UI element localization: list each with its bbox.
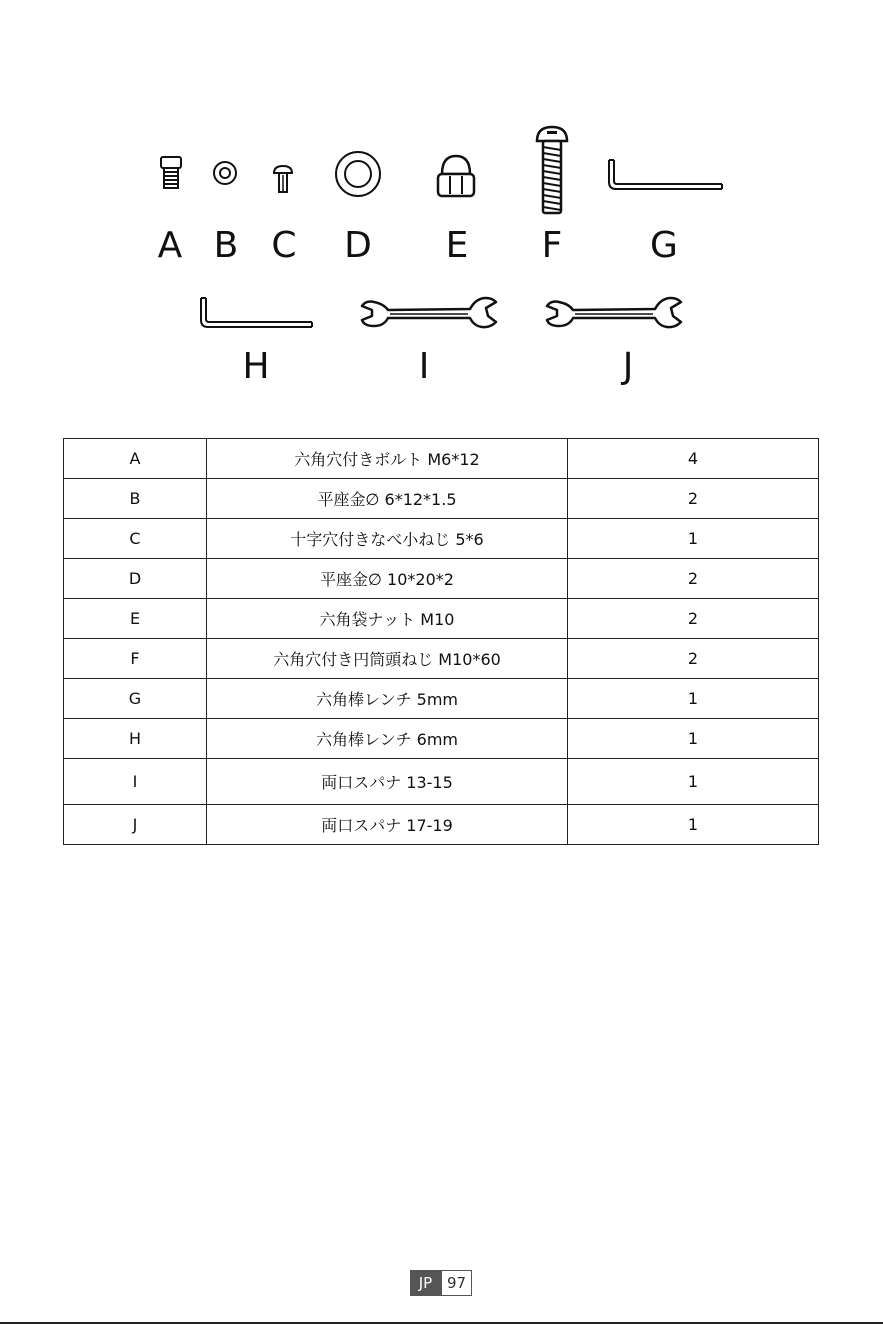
parts-table-body (64, 439, 819, 845)
part-letter: G (650, 225, 678, 266)
part-name-cell: 六角棒レンチ 6mm (207, 719, 568, 759)
part-name-cell: 両口スパナ 13-15 (207, 759, 568, 805)
part-letter: A (157, 225, 183, 266)
part-qty-cell: 1 (568, 805, 819, 845)
part-qty-cell: 2 (568, 599, 819, 639)
part-id-cell: E (64, 599, 207, 639)
part-name-cell: 十字穴付きなべ小ねじ 5*6 (207, 519, 568, 559)
part-letter: H (242, 346, 270, 387)
table-row (64, 679, 819, 719)
table-row (64, 759, 819, 805)
part-name-cell: 平座金∅ 10*20*2 (207, 559, 568, 599)
part-name-cell: 六角穴付き円筒頭ねじ M10*60 (207, 639, 568, 679)
part-id-cell: H (64, 719, 207, 759)
part-name-cell: 両口スパナ 17-19 (207, 805, 568, 845)
hex-key-icon (198, 296, 314, 330)
wrench-icon (545, 296, 683, 332)
part-id-cell: A (64, 439, 207, 479)
part-letter: B (213, 225, 239, 266)
small-washer-icon (212, 160, 238, 186)
parts-table (63, 438, 819, 845)
part-qty-cell: 2 (568, 479, 819, 519)
table-row (64, 805, 819, 845)
part-qty-cell: 1 (568, 759, 819, 805)
part-id-cell: I (64, 759, 207, 805)
part-id-cell: C (64, 519, 207, 559)
part-letter: D (344, 225, 372, 266)
hex-key-icon (606, 158, 724, 192)
part-id-cell: F (64, 639, 207, 679)
pan-head-screw-icon (272, 164, 294, 194)
table-row (64, 519, 819, 559)
part-name-cell: 六角袋ナット M10 (207, 599, 568, 639)
page-footer (410, 1270, 472, 1296)
acorn-nut-icon (436, 154, 476, 198)
language-badge: JP (410, 1270, 441, 1296)
large-washer-icon (334, 150, 382, 198)
part-id-cell: B (64, 479, 207, 519)
part-qty-cell: 1 (568, 679, 819, 719)
part-name-cell: 六角穴付きボルト M6*12 (207, 439, 568, 479)
part-qty-cell: 2 (568, 639, 819, 679)
part-qty-cell: 1 (568, 719, 819, 759)
part-id-cell: G (64, 679, 207, 719)
wrench-icon (360, 296, 498, 332)
part-id-cell: D (64, 559, 207, 599)
parts-illustration (0, 0, 883, 400)
part-letter: I (418, 346, 430, 387)
button-head-bolt-icon (534, 125, 570, 217)
table-row (64, 639, 819, 679)
part-letter: C (271, 225, 297, 266)
part-letter: F (541, 225, 563, 266)
part-qty-cell: 2 (568, 559, 819, 599)
table-row (64, 559, 819, 599)
table-row (64, 479, 819, 519)
part-name-cell: 平座金∅ 6*12*1.5 (207, 479, 568, 519)
part-qty-cell: 4 (568, 439, 819, 479)
page-number: 97 (441, 1270, 472, 1296)
cap-screw-icon (160, 156, 184, 190)
table-row (64, 439, 819, 479)
table-row (64, 599, 819, 639)
table-row (64, 719, 819, 759)
part-name-cell: 六角棒レンチ 5mm (207, 679, 568, 719)
part-letter: J (622, 346, 634, 387)
part-letter: E (445, 225, 469, 266)
part-id-cell: J (64, 805, 207, 845)
part-qty-cell: 1 (568, 519, 819, 559)
